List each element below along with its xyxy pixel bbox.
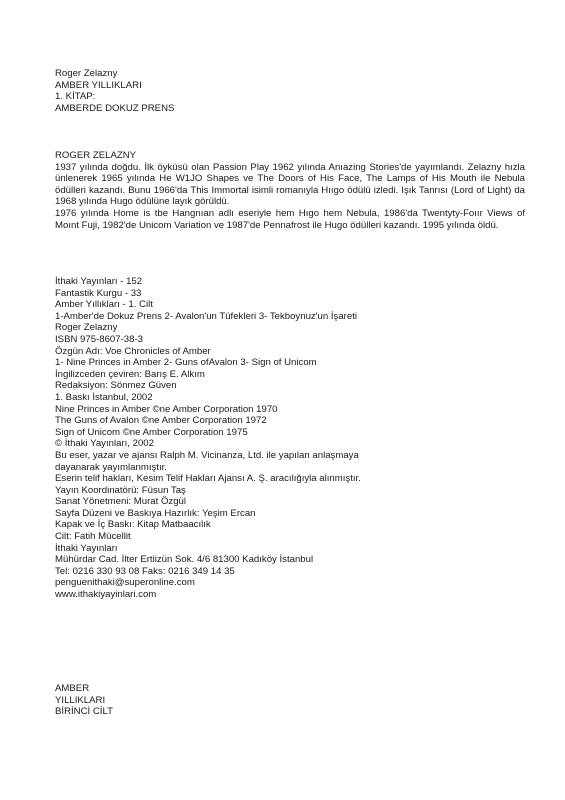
title-block xyxy=(55,68,525,114)
colophon-line: penguenithaki@superonline.com xyxy=(55,577,195,589)
colophon-line: Tel: 0216 330 93 08 Faks: 0216 349 14 35 xyxy=(55,565,235,577)
colophon xyxy=(55,276,525,601)
colophon-line: Nine Princes in Amber ©ne Amber Corporation 1970 xyxy=(55,403,278,415)
colophon-line: Sanat Yönetmeni: Murat Özgül xyxy=(55,496,187,508)
colophon-line: © İthaki Yayınları, 2002 xyxy=(55,438,154,450)
colophon-line: dayanarak yayımlanmıştır. xyxy=(55,461,167,473)
colophon-line: Özgün Adı: Voe Chronicles of Amber xyxy=(55,345,211,357)
book-title: AMBERDE DOKUZ PRENS xyxy=(55,102,175,114)
colophon-line: Bu eser, yazar ve ajansı Ralph M. Vicinanza, Ltd. ile yapılan anlaşmaya xyxy=(55,449,359,461)
colophon-line: Roger Zelazny xyxy=(55,322,118,334)
colophon-line: 1-Amber'de Dokuz Prens 2- Avalon'un Tüfekleri 3- Tekboynuz'un İşareti xyxy=(55,310,357,322)
colophon-line: Sign of Unicom ©ne Amber Corporation 1975 xyxy=(55,426,248,438)
bio-paragraph: 1976 yılında Home is tbe Hangnıan adlı eseriyle hem Hıgo hem Nebula, 1986'da Twentyty-Foıır Views of Moınt Fuji, 1982'de Unicom Variation ve 1987'de Pennafrost ile Hugo ödülleri kazandı. 1995 yılında öldü. xyxy=(55,207,525,231)
bio-paragraph: 1937 yılında doğdu. İlk öyküsü olan Passion Play 1962 yılında Anıazing Stories'de yayımlandı. Zelazny hızla ünlenerek 1965 yılında He W1JO Shapes ve The Doors of His Face, The Lamps of His Mouth ile Nebula ödülleri kazandı. Bunu 1966'da This Immortal isimli romanıyla Hııgo ödülü izledi. Işık Tanrısı (Lord of Light) da 1968 yılında Hugo ödülüne layık görüldü. xyxy=(55,161,525,208)
colophon-line: ISBN 975-8607-38-3 xyxy=(55,333,143,345)
colophon-line: Redaksiyon: Sönmez Güven xyxy=(55,380,177,392)
book-number: 1. KİTAP: xyxy=(55,91,96,103)
colophon-line: Kapak ve İç Baskı: Kitap Matbaacılık xyxy=(55,519,211,531)
colophon-line: 1. Baskı İstanbul, 2002 xyxy=(55,391,153,403)
colophon-line: İngilizceden çeviren: Barış E. Alkım xyxy=(55,368,205,380)
volume-title-line: AMBER xyxy=(55,683,90,694)
volume-title-line: YILLIKLARI xyxy=(55,694,106,706)
colophon-line: Sayfa Düzeni ve Baskıya Hazırlık: Yeşim Ercan xyxy=(55,507,256,519)
author-name: Roger Zelazny xyxy=(55,68,118,79)
colophon-line: Amber Yıllıkları - 1. Cilt xyxy=(55,299,153,311)
bio-heading: ROGER ZELAZNY xyxy=(55,150,137,161)
series-title: AMBER YILLIKLARI xyxy=(55,79,142,91)
colophon-line: İthaki Yayınları - 152 xyxy=(55,276,143,287)
volume-title-block xyxy=(55,683,525,718)
colophon-line: Fantastik Kurgu - 33 xyxy=(55,287,142,299)
colophon-line: Eserin telif hakları, Kesim Telif Hakları Ajansı A. Ş. aracılığıyla alınmıştır. xyxy=(55,473,361,485)
colophon-line: 1- Nine Princes in Amber 2- Guns ofAvalon 3- Sign of Unicom xyxy=(55,357,317,369)
colophon-line: Yayın Koordinatörü: Füsun Taş xyxy=(55,484,186,496)
colophon-line: The Guns of Avalon ©ne Amber Corporation 1972 xyxy=(55,415,267,427)
author-bio xyxy=(55,150,525,231)
volume-title-line: BİRİNCİ CİLT xyxy=(55,706,113,718)
colophon-line: www.ithakiyayinlari.com xyxy=(55,589,157,601)
colophon-line: Cilt: Fatih Mücellit xyxy=(55,531,131,543)
colophon-line: Mühürdar Cad. İlter Ertiizün Sok. 4/6 81300 Kadıköy İstanbul xyxy=(55,554,314,566)
colophon-line: İthaki Yayınları xyxy=(55,542,118,554)
